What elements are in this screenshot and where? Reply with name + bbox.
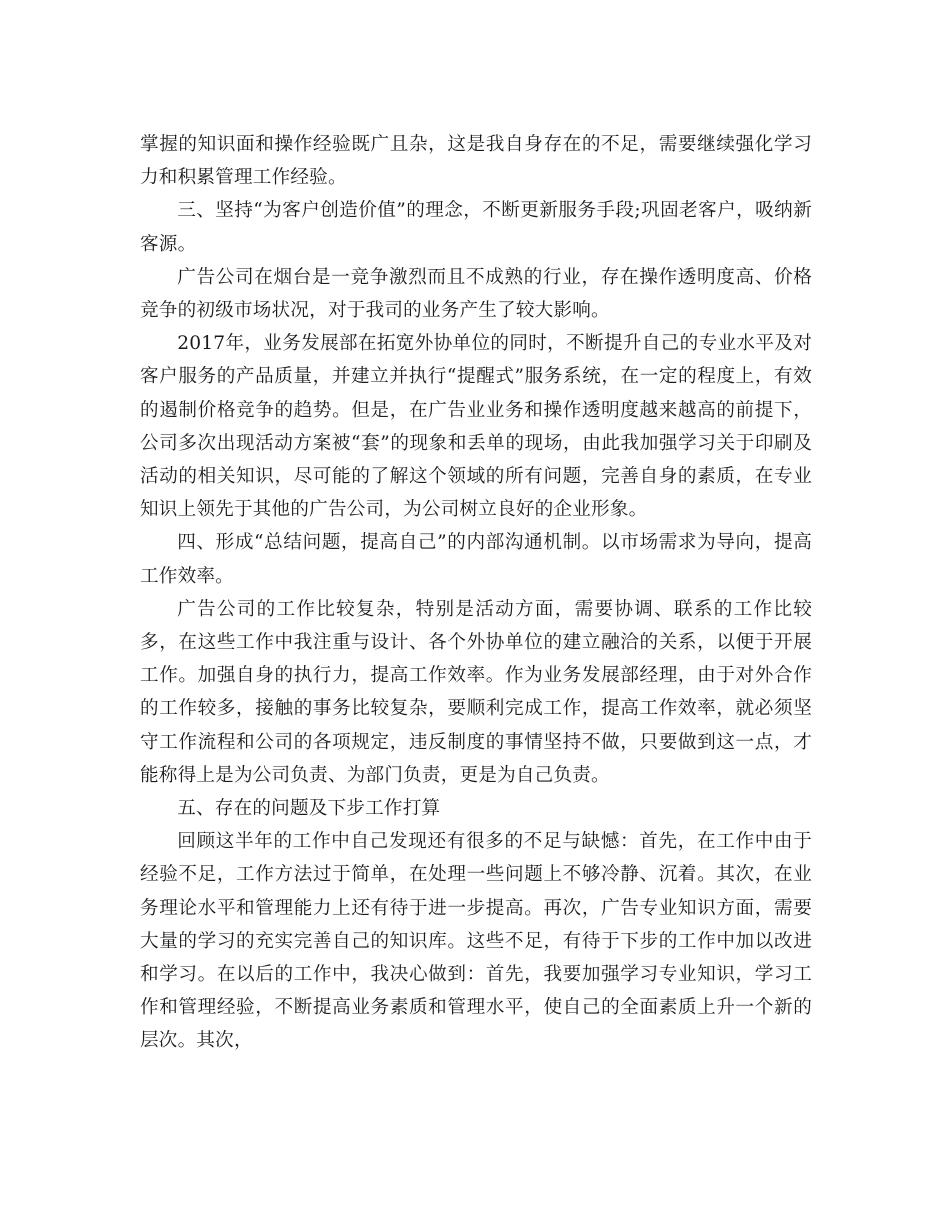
document-body bbox=[140, 128, 812, 1058]
paragraph-2017-work: 2017年，业务发展部在拓宽外协单位的同时，不断提升自己的专业水平及对客户服务的产品质量，并建立并执行“提醒式”服务系统，在一定的程度上，有效的遏制价格竞争的趋势。但是，在广告业业务和操作透明度越来越高的前提下，公司多次出现活动方案被“套”的现象和丢单的现场，由此我加强学习关于印刷及活动的相关知识，尽可能的了解这个领域的所有问题，完善自身的素质，在专业知识上领先于其他的广告公司，为公司树立良好的企业形象。 bbox=[140, 333, 812, 521]
section-heading-five: 五、存在的问题及下步工作打算 bbox=[177, 798, 441, 820]
paragraph-continuation: 掌握的知识面和操作经验既广且杂，这是我自身存在的不足，需要继续强化学习力和积累管理工作经验。 bbox=[140, 134, 812, 189]
paragraph-coordination: 广告公司的工作比较复杂，特别是活动方面，需要协调、联系的工作比较多，在这些工作中我注重与设计、各个外协单位的建立融洽的关系，以便于开展工作。加强自身的执行力，提高工作效率。作为业务发展部经理，由于对外合作的工作较多，接触的事务比较复杂，要顺利完成工作，提高工作效率，就必须坚守工作流程和公司的各项规定，违反制度的事情坚持不做，只要做到这一点，才能称得上是为公司负责、为部门负责，更是为自己负责。 bbox=[140, 598, 812, 786]
section-heading-three: 三、坚持“为客户创造价值”的理念，不断更新服务手段;巩固老客户，吸纳新客源。 bbox=[140, 200, 812, 255]
paragraph-market-status: 广告公司在烟台是一竞争激烈而且不成熟的行业，存在操作透明度高、价格竞争的初级市场状况，对于我司的业务产生了较大影响。 bbox=[140, 266, 812, 322]
section-heading-four: 四、形成“总结问题，提高自己”的内部沟通机制。以市场需求为导向，提高工作效率。 bbox=[140, 532, 812, 587]
paragraph-review: 回顾这半年的工作中自己发现还有很多的不足与缺憾：首先，在工作中由于经验不足，工作方法过于简单，在处理一些问题上不够冷静、沉着。其次，在业务理论水平和管理能力上还有待于进一步提高。再次，广告专业知识方面，需要大量的学习的充实完善自己的知识库。这些不足，有待于下步的工作中加以改进和学习。在以后的工作中，我决心做到：首先，我要加强学习专业知识，学习工作和管理经验，不断提高业务素质和管理水平，使自己的全面素质上升一个新的层次。其次， bbox=[140, 831, 812, 1052]
